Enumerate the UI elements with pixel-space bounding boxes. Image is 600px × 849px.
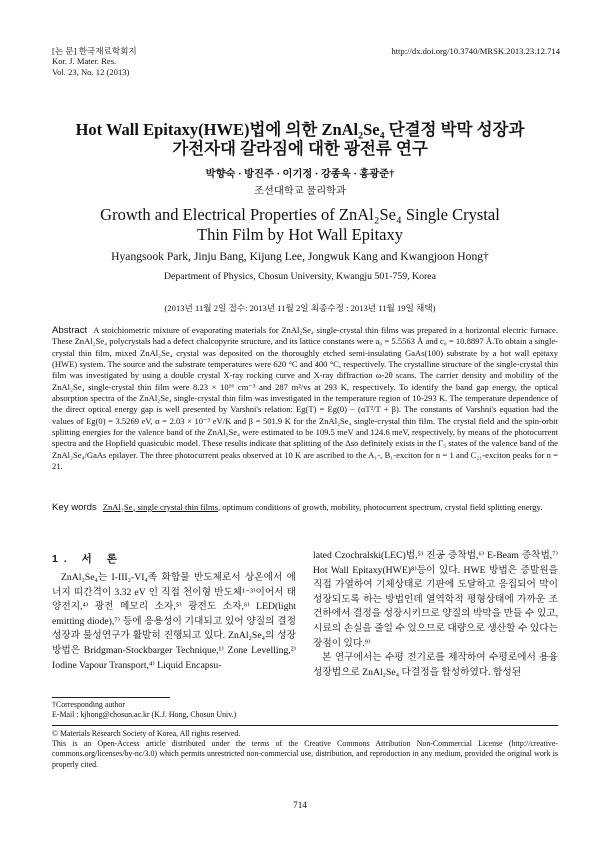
title-en-line2: Thin Film by Hot Wall Epitaxy bbox=[197, 225, 403, 244]
footnote-rule bbox=[52, 697, 170, 698]
received-dates: (2013년 11월 2일 접수: 2013년 11월 2일 최종수정 : 2013년 11월 19일 채택) bbox=[164, 303, 436, 313]
corresponding-author: †Corresponding author bbox=[52, 700, 125, 709]
authors-ko: 박향숙 · 방진주 · 이기정 · 강종욱 · 홍광준† bbox=[205, 169, 395, 180]
doi-link[interactable]: http://dx.doi.org/10.3740/MRSK.2013.23.12.714 bbox=[391, 46, 560, 56]
affiliation-en: Department of Physics, Chosun University, Kwangju 501-759, Korea bbox=[163, 271, 436, 282]
keywords-rest: , optimum conditions of growth, mobility, photocurrent spectrum, crystal field splitting energy. bbox=[217, 502, 543, 512]
abstract-text: A stoichiometric mixture of evaporating materials for ZnAl₂Se₄ single-crystal thin films was prepared in a horizontal electric furnace. These ZnAl₂Se₄ polycrystals had a defect chalcopyrite structure, and its lattice constants were a₀ = 5.5563 Å and c₀ = 10.8897 Å.To obtain a single-crystal thin film, mixed ZnAl₂Se₄ crystal was deposited on the thoroughly etched semi-insulating GaAs(100) substrate by a hot wall epitaxy (HWE) system. The source and the substrate temperatures were 620 °C and 400 °C, respectively. The crystalline structure of the single-crystal thin film was investigated by using a double crystal X-ray rocking curve and X-ray diffraction ω-2θ scans. The carrier density and mobility of the ZnAl₂Se₄ single-crystal thin film were 8.23 × 10¹⁶ cm⁻³ and 287 m²/vs at 293 K, respectively. To identify the band gap energy, the optical absorption spectra of the ZnAl₂Se₄ single-crystal thin film was investigated in the temperature region of 10-293 K. The temperature dependence of the direct optical energy gap is well presented by Varshni's relation: Eg(T) = Eg(0) − (αT²/T + β). The constants of Varshni's equation had the values of Eg(0) = 3.5269 eV, α = 2.03 × 10⁻³ eV/K and β = 501.9 K for the ZnAl₂Se₄ single-crystal thin film. The crystal field and the spin-orbit splitting energies for the valence band of the ZnAl₂Se₄ were estimated to be 109.5 meV and 124.6 meV, respectively, by means of the photocurrent spectra and the Hopfield quasicubic model. These results indicate that splitting of the Δso definitely exists in the Γ₅ states of the valence band of the ZnAl₂Se₄/GaAs epilayer. The three photocurrent peaks observed at 10 K are ascribed to the A₁-, B₁-exciton for n = 1 and C₂₁-exciton peaks for n = 21. bbox=[52, 325, 558, 472]
abstract-label: Abstract bbox=[52, 325, 88, 336]
title-ko-line2: 가전자대 갈라짐에 대한 광전류 연구 bbox=[172, 139, 428, 158]
abstract bbox=[52, 325, 558, 472]
footnote-corresponding bbox=[52, 700, 236, 720]
keywords bbox=[52, 502, 558, 513]
journal-volume: Vol. 23, No. 12 (2013) bbox=[52, 66, 130, 77]
authors-en: Hyangsook Park, Jinju Bang, Kijung Lee, Jongwuk Kang and Kwangjoon Hong† bbox=[111, 250, 489, 263]
affiliation-ko: 조선대학교 물리학과 bbox=[253, 186, 347, 197]
intro-paragraph-1: ZnAl₂Se₄는 I-III₂-VI₄족 화합물 반도체로서 상온에서 에너지 띠간격이 3.32 eV 인 직접 천이형 반도체¹⁻³⁾이어서 태양전지,⁴⁾ 광전 메모리 소자,⁵⁾ 광전도 소자,⁶⁾ LED(light emitting diode),⁷⁾ 등에 응용성이 기대되고 있어 양질의 결정성장과 물성연구가 활발히 진행되고 있다. ZnAl₂Se₄의 성장 방법은 Bridgman-Stockbarger Technique,¹⁾ Zone Levelling,²⁾ Iodine Vapour Transport,⁴⁾ Liquid Encapsu- bbox=[52, 572, 296, 671]
footnote-divider bbox=[52, 725, 558, 726]
title-ko-line1: Hot Wall Epitaxy(HWE)법에 의한 ZnAl₂Se₄ 단결정 박막 성장과 bbox=[75, 120, 525, 139]
intro-paragraph-2: 본 연구에서는 수평 전기로를 제작하여 수평로에서 용융 성장법으로 ZnAl₂Se₄ 다결정을 합성하였다. 합성된 bbox=[313, 652, 558, 678]
keywords-label: Key words bbox=[52, 502, 97, 513]
intro-paragraph-1-cont: lated Czochralski(LEC)법,⁵⁾ 진공 증착법,⁶⁾ E-Beam 증착법,⁷⁾ Hot Wall Epitaxy(HWE)⁸⁾등이 있다. HWE 방법은 증발원을 직접 가열하여 기체상태로 기판에 도달하고 응집되어 막이 성장되도록 하는 방법인데 열역학적 평형상태에 가까운 조건하에서 결정을 성장시키므로 양질의 박막을 만들 수 있고, 시료의 손실을 줄일 수 있으므로 대량으로 생산할 수 있다는 장점이 있다.⁹⁾ bbox=[313, 550, 558, 649]
left-column bbox=[52, 571, 296, 673]
section-heading-intro: 1. 서 론 bbox=[52, 553, 123, 565]
keyword-first: ZnAl₂Se₄ single crystal thin films bbox=[102, 502, 218, 512]
title-en bbox=[0, 205, 600, 245]
title-en-line1: Growth and Electrical Properties of ZnAl₂Se₄ Single Crystal bbox=[100, 205, 500, 224]
page-number: 714 bbox=[293, 800, 307, 810]
corresponding-email: E-Mail : kjhong@chosun.ac.kr (K.J. Hong, Chosun Univ.) bbox=[52, 710, 237, 720]
journal-name-en: Kor. J. Mater. Res. bbox=[52, 56, 117, 67]
journal-name-ko: [논 문] 한국재료학회지 bbox=[52, 46, 137, 56]
license-text: This is an Open-Access article distributed under the terms of the Creative Commons Attribution Non-Commercial License (http://creative-commons.org/licenses/by-nc/3.0) which permits unrestricted non-commercial use, distribution, and reproduction in any medium, provided the original work is properly cited. bbox=[52, 739, 558, 769]
footnote-license bbox=[52, 729, 558, 770]
right-column bbox=[313, 549, 558, 680]
journal-header bbox=[52, 46, 137, 77]
title-ko bbox=[0, 120, 600, 158]
copyright-notice: © Materials Research Society of Korea, All rights reserved. bbox=[52, 729, 241, 738]
